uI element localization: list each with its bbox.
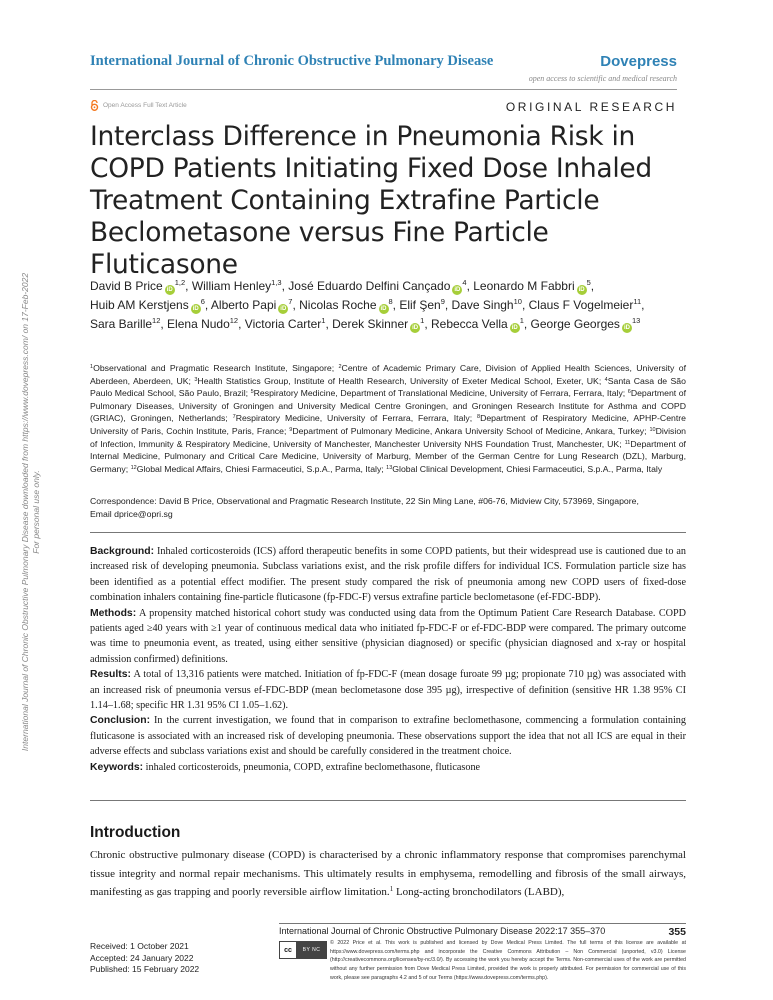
affiliation-text: Centre of Academic Primary Care, Division of Applied Health Sciences, University of Aberdeen, Aberdeen, UK; <box>90 363 686 386</box>
affiliation-number: 9 <box>289 426 293 433</box>
published-date: Published: 15 February 2022 <box>90 964 200 974</box>
affiliation-text: Department of Internal Medicine, Pulmonary and Critical Care Medicine, University of Marburg, Member of the German Centre for Lung Research (DZL), Marburg, Germany; <box>90 438 686 474</box>
author-text: Nicolas Roche <box>299 298 377 312</box>
abstract-section-text: inhaled corticosteroids, pneumonia, COPD, extrafine beclomethasone, fluticasone <box>143 761 481 773</box>
author-name <box>167 317 238 331</box>
publisher-logo[interactable]: Dovepress <box>600 53 677 70</box>
abstract-top-divider <box>90 532 686 533</box>
introduction-text <box>90 846 686 902</box>
author-name <box>211 298 293 312</box>
author-name <box>299 298 393 312</box>
author-text: Elena Nudo <box>167 317 230 331</box>
affiliation-number: 3 <box>194 376 198 383</box>
author-text: Alberto Papi <box>210 298 277 312</box>
affiliation-text: Division of Infection, Immunity & Respiratory Medicine, University of Manchester, Manchester University NHS Foundation Trust, Manchester, UK; <box>90 425 686 449</box>
affiliation-number: 13 <box>386 464 393 471</box>
author-name <box>90 317 160 331</box>
author-affiliation-ref: 1,3 <box>271 278 282 287</box>
abstract-section <box>90 544 686 606</box>
open-access-label <box>90 100 187 111</box>
author-name <box>473 279 591 293</box>
author-affiliation-ref: 4 <box>462 278 467 287</box>
affiliations <box>90 362 686 475</box>
affiliation-number: 2 <box>338 364 342 370</box>
author-name <box>90 298 205 312</box>
author-text: José Eduardo Delfini Cançado <box>288 279 451 293</box>
abstract-section-text: A propensity matched historical cohort study was conducted using data from the Optimum Patient Care Research Database. COPD patients aged ≥40 years with ≥1 year of continuous medical data who initiated fp-FDC-F or ef-FDC-BDP were compared. The primary outcome was time to pneumonia event, as treated, using either sensitive (physician diagnosed) or specific (physician diagnosed and x-ray or hospital admission confirmed) definitions. <box>90 607 686 665</box>
author-name <box>399 298 445 312</box>
abstract-section <box>90 713 686 759</box>
affiliation-text: Global Medical Affairs, Chiesi Farmaceutici, S.p.A., Parma, Italy; <box>136 463 387 474</box>
author-affiliation-ref: 1 <box>519 316 524 325</box>
affiliation-text: Department of Pulmonary Medicine, Ankara University School of Medicine, Ankara, Turkey; <box>292 425 650 436</box>
author-name <box>90 279 185 293</box>
abstract-section-text: A total of 13,316 patients were matched. Initiation of fp-FDC-F (mean dosage furoate 99 µg; propionate 710 µg) was associated with an increased risk of pneumonia versus ef-FDC-BDP (mean beclometasone dose 395 µg), irrespective of definition (sensitive HR 1.38 95% CI 1.14–1.68; specific HR 1.31 95% CI 1.05–1.62). <box>90 669 686 712</box>
download-watermark-line2: For personal use only. <box>31 470 41 554</box>
affiliation-text: Health Statistics Group, Institute of Health Research, University of Exeter Medical School, Exeter, UK; <box>197 375 605 386</box>
introduction-heading: Introduction <box>90 824 181 841</box>
open-access-text: Open Access Full Text Article <box>103 102 187 109</box>
author-text: Dave Singh <box>451 298 514 312</box>
author-name <box>452 298 522 312</box>
abstract-section <box>90 667 686 713</box>
author-text: Claus F Vogelmeier <box>528 298 634 312</box>
author-affiliation-ref: 10 <box>513 297 522 306</box>
author-affiliation-ref: 13 <box>631 316 641 325</box>
affiliation-text: Department of Pulmonary Diseases, University of Groningen and University Medical Centre Groningen, and Groningen Research Institute for Asthma and COPD (GRIAC), Groningen, Netherlands; <box>90 388 686 424</box>
affiliation-number: 6 <box>627 389 631 396</box>
page-number: 355 <box>668 926 686 938</box>
author-text: Sara Barille <box>90 317 153 331</box>
affiliation-number: 5 <box>250 389 254 396</box>
author-name <box>332 317 424 331</box>
author-text: David B Price <box>90 279 163 293</box>
affiliation-text: Department of Respiratory Medicine, APHP-Centre University of Paris, Cochin Institute, Paris, France; <box>90 413 686 436</box>
abstract-section-label: Keywords: <box>90 761 144 773</box>
footer-citation[interactable]: International Journal of Chronic Obstructive Pulmonary Disease 2022:17 355–370 <box>279 926 606 936</box>
footer-divider <box>279 923 686 924</box>
cc-icon: cc <box>280 942 297 958</box>
abstract-bottom-divider <box>90 800 686 801</box>
accepted-date: Accepted: 24 January 2022 <box>90 952 194 963</box>
author-text: Leonardo M Fabbri <box>473 279 575 293</box>
download-watermark-line1: International Journal of Chronic Obstructive Pulmonary Disease downloaded from https://www.dovepress.com/ on 17-Feb-2022 <box>20 272 30 752</box>
abstract-section-label: Conclusion: <box>90 715 151 727</box>
abstract-section-label: Results: <box>90 669 131 681</box>
header-divider <box>90 89 677 90</box>
article-title: Interclass Difference in Pneumonia Risk in COPD Patients Initiating Fixed Dose Inhaled Treatment Containing Extrafine Particle Beclometasone versus Fine Particle Fluticasone <box>90 121 652 280</box>
introduction-paragraph: Chronic obstructive pulmonary disease (COPD) is characterised by a chronic inflammatory response that compromises parenchymal tissue integrity and normal repair mechanisms. This ultimately results in emphysema, remodelling and fibrosis of the small airways, manifesting as gas trapping and poorly reversible airflow limitation. <box>90 849 686 898</box>
correspondence-email[interactable]: Email dprice@opri.sg <box>90 508 173 519</box>
orcid-icon[interactable]: iD <box>623 325 630 331</box>
affiliation-number: 11 <box>624 439 631 446</box>
author-affiliation-ref: 12 <box>229 316 239 325</box>
abstract-section-text: Inhaled corticosteroids (ICS) afford therapeutic benefits in some COPD patients, but their widespread use is cautioned due to an increased risk of developing pneumonia. Subclass variations exist, and the risk profile differs for individual ICS. Formulation particle size has been identified as a potential effect modifier. The present study compared the risk of pneumonia among new COPD users of fixed-dose combination inhalers containing fine-particle fluticasone (fp-FDC-F) versus extrafine particle beclometasone (ef-FDC-BDP). <box>90 546 686 604</box>
orcid-icon[interactable]: iD <box>380 306 387 312</box>
author-affiliation-ref: 1,2 <box>174 278 186 287</box>
abstract <box>90 544 686 775</box>
author-text: Huib AM Kerstjens <box>90 298 189 312</box>
affiliation-text: Observational and Pragmatic Research Institute, Singapore; <box>93 363 339 373</box>
article-type: ORIGINAL RESEARCH <box>505 100 677 114</box>
abstract-section-label: Methods: <box>90 607 137 619</box>
correspondence <box>90 495 686 520</box>
abstract-section-text: In the current investigation, we found that in comparison to extrafine beclomethasone, commencing a formulation containing fluticasone is associated with an increased risk of developing pneumonia. These observations support the idea that not all ICS are equal in their adverse effects and subclass variations exist and should be carefully considered in the treatment choice. <box>90 715 686 758</box>
author-text: Derek Skinner <box>332 317 409 331</box>
affiliation-number: 4 <box>604 376 608 383</box>
author-affiliation-ref: 12 <box>152 316 161 325</box>
correspondence-address: Correspondence: David B Price, Observational and Pragmatic Research Institute, 22 Sin Ming Lane, #06-76, Midview City, 573969, Singapore, <box>90 496 639 506</box>
abstract-section-label: Background: <box>90 546 155 557</box>
affiliation-number: 8 <box>477 414 481 421</box>
license-text: © 2022 Price et al. This work is published and licensed by Dove Medical Press Limited. The full terms of this license are available at https://www.dovepress.com/terms.php and incorporate the Creative Commons Attribution – Non Commercial (unported, v3.0) License (http://creativecommons.org/licenses/by-nc/3.0/). By accessing the work you hereby accept the Terms. Non-commercial uses of the work are permitted without any further permission from Dove Medical Press Limited, provided the work is properly attributed. For permission for commercial use of this work, please see paragraphs 4.2 and 5 of our Terms (https://www.dovepress.com/terms.php). <box>330 940 686 981</box>
orcid-icon[interactable]: iD <box>412 325 419 331</box>
author-affiliation-ref: 11 <box>633 297 642 306</box>
affiliation-number: 12 <box>130 464 137 471</box>
publication-dates <box>90 941 199 976</box>
orcid-icon[interactable]: iD <box>511 325 518 331</box>
author-list: David B Price iD$^{1,2}$, William Henley$^{1,3}$, José Eduardo Delfini Cançado $iD^4$, Leonardo M Fabbri $iD^5$, Huib AM Kerstjens $iD^6$, Alberto Papi $iD^7$, Nicolas Roche $iD^8$, Elif Şen$^9$, Dave Singh$^{10}$, Claus F Vogelmeier$^{11}$, Sara Barille$^{12}$, Elena Nudo$^{12}$, Victoria Carter$^1$, Derek Skinner $iD^1$, Rebecca Vella $iD^1$, George Georges $iD^{13}$ <box>90 278 645 331</box>
abstract-section <box>90 760 686 775</box>
author-name <box>245 317 326 331</box>
author-name <box>192 279 282 293</box>
author-text: George Georges <box>530 317 620 331</box>
abstract-section <box>90 606 686 668</box>
author-affiliation-ref: 9 <box>440 297 445 306</box>
orcid-icon[interactable]: iD <box>578 287 585 293</box>
affiliation-text: Respiratory Medicine, University of Ferrara, Ferrara, Italy; <box>235 413 478 424</box>
orcid-icon[interactable]: iD <box>166 287 173 293</box>
cc-by-nc-icon: BY NC <box>297 942 326 958</box>
received-date: Received: 1 October 2021 <box>90 941 189 951</box>
author-name <box>288 279 466 293</box>
orcid-icon[interactable]: iD <box>280 306 287 312</box>
author-affiliation-ref: 6 <box>200 297 205 306</box>
author-text: Rebecca Vella <box>430 317 508 331</box>
affiliation-text: Santa Casa de São Paulo Medical School, São Paulo, Brazil; <box>90 375 686 399</box>
creative-commons-badge[interactable] <box>279 941 327 959</box>
affiliation-number: 1 <box>90 364 94 370</box>
affiliation-text: Respiratory Medicine, Department of Translational Medicine, University of Ferrara, Ferrara, Italy; <box>253 388 628 399</box>
open-access-lock-icon <box>90 100 99 111</box>
author-affiliation-ref: 7 <box>288 297 293 306</box>
publisher-tagline: open access to scientific and medical research <box>528 74 677 83</box>
affiliation-text: Global Clinical Development, Chiesi Farmaceutici, S.p.A., Parma, Italy <box>392 463 663 474</box>
author-name <box>529 298 642 312</box>
author-affiliation-ref: 5 <box>586 278 591 287</box>
author-text: Elif Şen <box>399 298 441 312</box>
author-affiliation-ref: 8 <box>388 297 393 306</box>
author-text: William Henley <box>191 279 272 293</box>
affiliation-number: 7 <box>232 414 236 421</box>
orcid-icon[interactable]: iD <box>192 306 199 312</box>
introduction-paragraph-cont: Long-acting bronchodilators (LABD), <box>393 886 565 898</box>
author-affiliation-ref: 1 <box>420 316 425 325</box>
citation-ref[interactable]: 1 <box>389 885 394 893</box>
author-name <box>531 317 641 331</box>
affiliation-number: 10 <box>649 426 656 433</box>
orcid-icon[interactable]: iD <box>454 287 461 293</box>
author-name <box>431 317 524 331</box>
author-text: Victoria Carter <box>244 317 322 331</box>
author-affiliation-ref: 1 <box>321 316 326 325</box>
journal-title[interactable]: International Journal of Chronic Obstructive Pulmonary Disease <box>90 53 494 69</box>
